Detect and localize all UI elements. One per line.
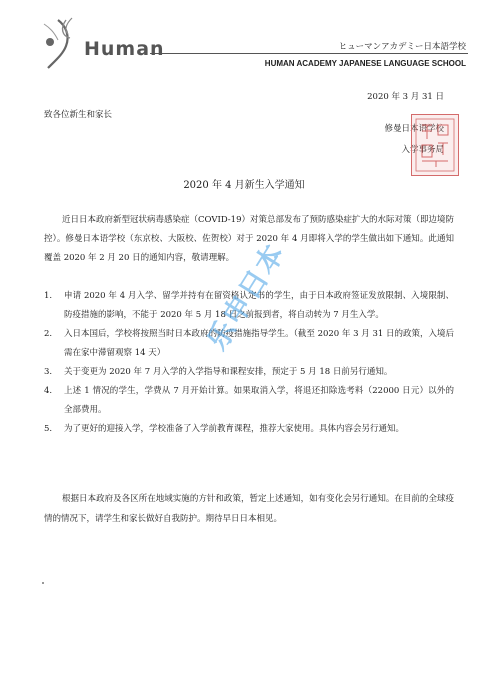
item-number: 4. bbox=[44, 386, 53, 396]
intro-paragraph: 近日日本政府新型冠状病毒感染症（COVID-19）对策总部发布了预防感染症扩大的水际对策（即边境防控）。修曼日本语学校（东京校、大阪校、佐贺校）对于 2020 年 4 月即将入学的学生做出如下通知。此通知覆盖 2020 年 2 月 20 日的通知内容，敬请理解。 bbox=[44, 215, 454, 263]
watermark-text: 乐申日本 bbox=[200, 236, 292, 357]
item-number: 5. bbox=[44, 424, 53, 434]
notice-date: 2020 年 3 月 31 日 bbox=[367, 92, 444, 102]
item-number: 3. bbox=[44, 367, 53, 377]
list-item bbox=[44, 363, 454, 382]
list-item bbox=[44, 325, 454, 363]
logo-wordmark: Human bbox=[84, 38, 165, 60]
school-name-en: HUMAN ACADEMY JAPANESE LANGUAGE SCHOOL bbox=[264, 59, 466, 68]
item-number: 2. bbox=[44, 329, 53, 339]
list-item bbox=[44, 420, 454, 439]
item-number: 1. bbox=[44, 291, 53, 301]
closing-paragraph: 根据日本政府及各区所在地域实施的方针和政策，暂定上述通知，如有变化会另行通知。在目前的全球疫情的情况下，请学生和家长做好自我防护。期待早日日本相见。 bbox=[44, 494, 454, 524]
sender-school: 修曼日本语学校 bbox=[384, 124, 444, 134]
salutation: 致各位新生和家长 bbox=[44, 110, 113, 120]
scan-speck bbox=[42, 582, 44, 584]
human-logo bbox=[36, 16, 166, 72]
item-text: 为了更好的迎接入学，学校准备了入学前教育课程，推荐大家使用。具体内容会另行通知。 bbox=[64, 424, 405, 434]
item-text: 关于变更为 2020 年 7 月入学的入学指导和课程安排，预定于 5 月 18 日前另行通知。 bbox=[64, 367, 393, 377]
sender-office: 入学事务局 bbox=[401, 145, 444, 155]
official-seal-stamp bbox=[411, 114, 459, 176]
item-text: 入日本国后，学校将按照当时日本政府的防疫措施指导学生。（截至 2020 年 3 月 31 日的政策，入境后需在家中滞留观察 14 天） bbox=[64, 329, 454, 358]
header-divider bbox=[150, 53, 468, 54]
notice-title: 2020 年 4 月新生入学通知 bbox=[183, 180, 305, 191]
list-item bbox=[44, 382, 454, 420]
item-text: 申请 2020 年 4 月入学、留学并持有在留资格认定书的学生，由于日本政府签证发放限制、入境限制、防疫措施的影响，不能于 2020 年 5 月 18 日之前报到者，将自动转为 7 月生入学。 bbox=[64, 291, 454, 320]
school-name-jp: ヒューマンアカデミー日本語学校 bbox=[338, 42, 466, 52]
seal-icon bbox=[412, 115, 458, 175]
item-text: 上述 1 情况的学生，学费从 7 月开始计算。如果取消入学，将退还扣除选考料（22000 日元）以外的全部费用。 bbox=[64, 386, 454, 415]
